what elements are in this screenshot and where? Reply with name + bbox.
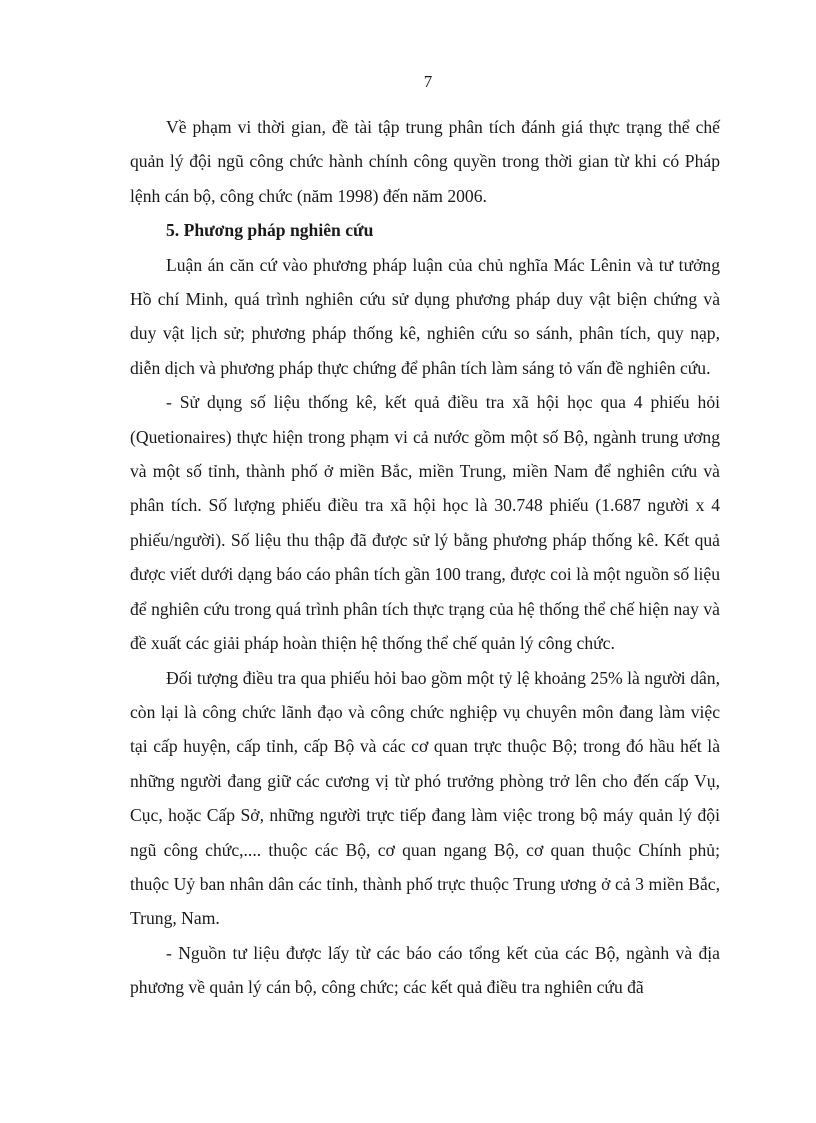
page-number: 7 [423, 72, 433, 91]
section-heading-methodology: 5. Phương pháp nghiên cứu [166, 220, 374, 241]
paragraph-time-scope: Về phạm vi thời gian, đề tài tập trung phân tích đánh giá thực trạng thể chế quản lý đội ngũ công chức hành chính công quyền trong thời gian từ khi có Pháp lệnh cán bộ, công chức (năm 1998) đến năm 2006. [130, 117, 720, 206]
paragraph-methodology: Luận án căn cứ vào phương pháp luận của chủ nghĩa Mác Lênin và tư tưởng Hồ chí Minh, quá trình nghiên cứu sử dụng phương pháp duy vật biện chứng và duy vật lịch sử; phương pháp thống kê, nghiên cứu so sánh, phân tích, quy nạp, diễn dịch và phương pháp thực chứng để phân tích làm sáng tỏ vấn đề nghiên cứu. [130, 254, 720, 378]
paragraph-sources: - Nguồn tư liệu được lấy từ các báo cáo tổng kết của các Bộ, ngành và địa phương về quản lý cán bộ, công chức; các kết quả điều tra nghiên cứu đã [130, 942, 720, 998]
paragraph-survey-subjects: Đối tượng điều tra qua phiếu hỏi bao gồm một tỷ lệ khoảng 25% là người dân, còn lại là công chức lãnh đạo và công chức nghiệp vụ chuyên môn đang làm việc tại cấp huyện, cấp tỉnh, cấp Bộ và các cơ quan trực thuộc Bộ; trong đó hầu hết là những người đang giữ các cương vị từ phó trưởng phòng trở lên cho đến cấp Vụ, Cục, hoặc Cấp Sở, những người trực tiếp đang làm việc trong bộ máy quản lý đội ngũ công chức,.... thuộc các Bộ, cơ quan ngang Bộ, cơ quan thuộc Chính phủ; thuộc Uỷ ban nhân dân các tỉnh, thành phố trực thuộc Trung ương ở cả 3 miền Bắc, Trung, Nam. [130, 667, 720, 929]
document-body [130, 110, 720, 1005]
paragraph-statistics: - Sử dụng số liệu thống kê, kết quả điều tra xã hội học qua 4 phiếu hỏi (Quetionaires) thực hiện trong phạm vi cả nước gồm một số Bộ, ngành trung ương và một số tỉnh, thành phố ở miền Bắc, miền Trung, miền Nam để nghiên cứu và phân tích. Số lượng phiếu điều tra xã hội học là 30.748 phiếu (1.687 người x 4 phiếu/người). Số liệu thu thập đã được sử lý bằng phương pháp thống kê. Kết quả được viết dưới dạng báo cáo phân tích gần 100 trang, được coi là một nguồn số liệu để nghiên cứu trong quá trình phân tích thực trạng của hệ thống thể chế hiện nay và đề xuất các giải pháp hoàn thiện hệ thống thể chế quản lý công chức. [130, 392, 720, 654]
